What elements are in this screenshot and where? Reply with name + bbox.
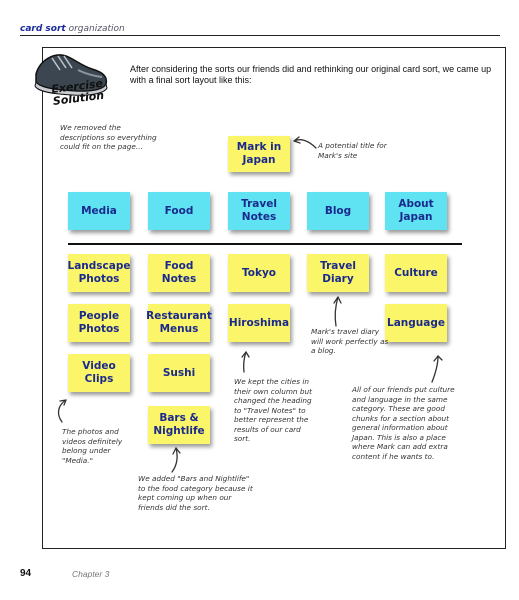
card-heading-about-japan: About Japan — [385, 192, 447, 230]
card-hiroshima: Hiroshima — [228, 304, 290, 342]
card-travel-diary: Travel Diary — [307, 254, 369, 292]
card-landscape-photos: Landscape Photos — [68, 254, 130, 292]
arrow-to-title — [294, 140, 316, 148]
card-restaurant-menus: Restaurant Menus — [148, 304, 210, 342]
note-cities: We kept the cities in their own column but changed the heading to "Travel Notes" to better represent the results of our card sort. — [234, 377, 312, 443]
card-heading-food: Food — [148, 192, 210, 230]
intro-text: After considering the sorts our friends did and rethinking our original card sort, we came up with a final sort layout like this: — [130, 64, 492, 85]
card-tokyo: Tokyo — [228, 254, 290, 292]
section-title-normal: organization — [68, 24, 125, 34]
note-culture-language: All of our friends put culture and language in the same category. These are good chunks for a section about general information about Japan. This is also a place where Mark can add extra content if he wants to. — [352, 385, 455, 461]
note-bars-nightlife: We added "Bars and Nightlife" to the food category because it kept coming up when our friends did the sort. — [138, 474, 253, 512]
section-title-bold: card sort — [20, 24, 66, 34]
card-people-photos: People Photos — [68, 304, 130, 342]
card-heading-media: Media — [68, 192, 130, 230]
card-food-notes: Food Notes — [148, 254, 210, 292]
card-bars-nightlife: Bars & Nightlife — [148, 406, 210, 444]
page-number: 94 — [20, 568, 32, 579]
note-potential-title: A potential title for Mark's site — [318, 141, 387, 160]
exercise-solution-title: Exercise Solution — [50, 76, 105, 108]
card-language: Language — [385, 304, 447, 342]
note-removed-descriptions: We removed the descriptions so everything could fit on the page... — [60, 123, 157, 151]
note-photos-videos: The photos and videos definitely belong under "Media." — [62, 427, 123, 465]
card-culture: Culture — [385, 254, 447, 292]
card-video-clips: Video Clips — [68, 354, 130, 392]
card-sushi: Sushi — [148, 354, 210, 392]
card-site-title: Mark in Japan — [228, 136, 290, 172]
card-heading-blog: Blog — [307, 192, 369, 230]
card-heading-travel-notes: Travel Notes — [228, 192, 290, 230]
chapter-label: Chapter 3 — [72, 569, 110, 579]
note-travel-diary: Mark's travel diary will work perfectly as a blog. — [311, 327, 389, 355]
